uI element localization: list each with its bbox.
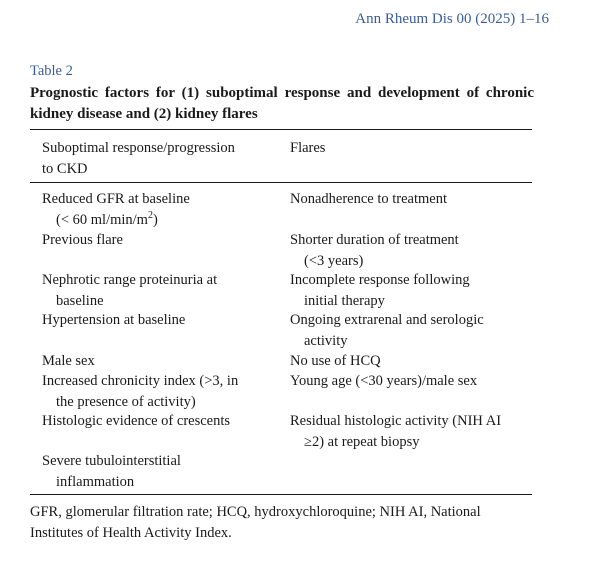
cell-text: Increased chronicity index (>3, in xyxy=(42,373,239,389)
bottom-rule xyxy=(30,494,532,495)
table-row-left xyxy=(42,310,278,331)
table-row-right xyxy=(290,310,530,351)
table-row-left xyxy=(42,411,278,432)
cell-text: Severe tubulointerstitial xyxy=(42,453,181,469)
table-row-left xyxy=(42,270,278,311)
cell-text: Nephrotic range proteinuria at xyxy=(42,272,218,288)
table-row-right xyxy=(290,189,530,210)
table-row-left xyxy=(42,451,278,492)
cell-text: Young age (<30 years)/male sex xyxy=(290,373,478,389)
cell-text: Reduced GFR at baseline xyxy=(42,191,190,207)
column-header-right: Flares xyxy=(290,140,326,156)
cell-text-continued xyxy=(42,210,278,231)
cell-text: Male sex xyxy=(42,353,95,369)
table-row-left xyxy=(42,351,278,372)
column-header-flares xyxy=(290,138,530,159)
cell-text: Shorter duration of treatment xyxy=(290,232,459,248)
header-rule xyxy=(30,182,532,183)
table-row-right xyxy=(290,270,530,311)
top-rule xyxy=(30,129,532,130)
cell-text-continued: initial therapy xyxy=(304,292,385,309)
cell-text: Previous flare xyxy=(42,232,123,248)
cell-text: Incomplete response following xyxy=(290,272,470,288)
cell-text-continued: inflammation xyxy=(56,473,135,490)
cell-text: Hypertension at baseline xyxy=(42,312,186,328)
table-row-right xyxy=(290,351,530,372)
cell-text: Residual histologic activity (NIH AI xyxy=(290,413,502,429)
cell-text-continued: activity xyxy=(304,332,348,349)
cell-text-part: (< 60 ml/min/m xyxy=(56,211,148,228)
cell-text-continued: the presence of activity) xyxy=(56,393,196,410)
cell-text-continued: baseline xyxy=(56,292,104,309)
table-footnote: GFR, glomerular filtration rate; HCQ, hydroxychloroquine; NIH AI, National Institutes of Health Activity Index. xyxy=(30,504,481,541)
cell-text-continued: (<3 years) xyxy=(304,252,364,269)
cell-text: Nonadherence to treatment xyxy=(290,191,448,207)
table-row-right xyxy=(290,411,530,452)
table-row-left xyxy=(42,189,278,230)
superscript: 2 xyxy=(147,209,153,221)
journal-header: Ann Rheum Dis 00 (2025) 1–16 xyxy=(355,11,549,27)
cell-text-part: ) xyxy=(152,211,158,228)
column-header-left-line2: to CKD xyxy=(42,160,88,177)
column-header-suboptimal-response xyxy=(42,138,278,179)
cell-text-continued: ≥2) at repeat biopsy xyxy=(304,433,420,450)
cell-text: No use of HCQ xyxy=(290,353,381,369)
column-header-left-line1: Suboptimal response/progression xyxy=(42,140,235,156)
cell-text: Ongoing extrarenal and serologic xyxy=(290,312,484,328)
table-caption: Prognostic factors for (1) suboptimal response and development of chronic kidney disease and (2) kidney flares xyxy=(30,85,534,122)
cell-text: Histologic evidence of crescents xyxy=(42,413,231,429)
table-row-left xyxy=(42,371,278,412)
table-row-left xyxy=(42,230,278,251)
table-label: Table 2 xyxy=(30,63,73,79)
table-row-right xyxy=(290,230,530,271)
table-row-right xyxy=(290,371,530,392)
